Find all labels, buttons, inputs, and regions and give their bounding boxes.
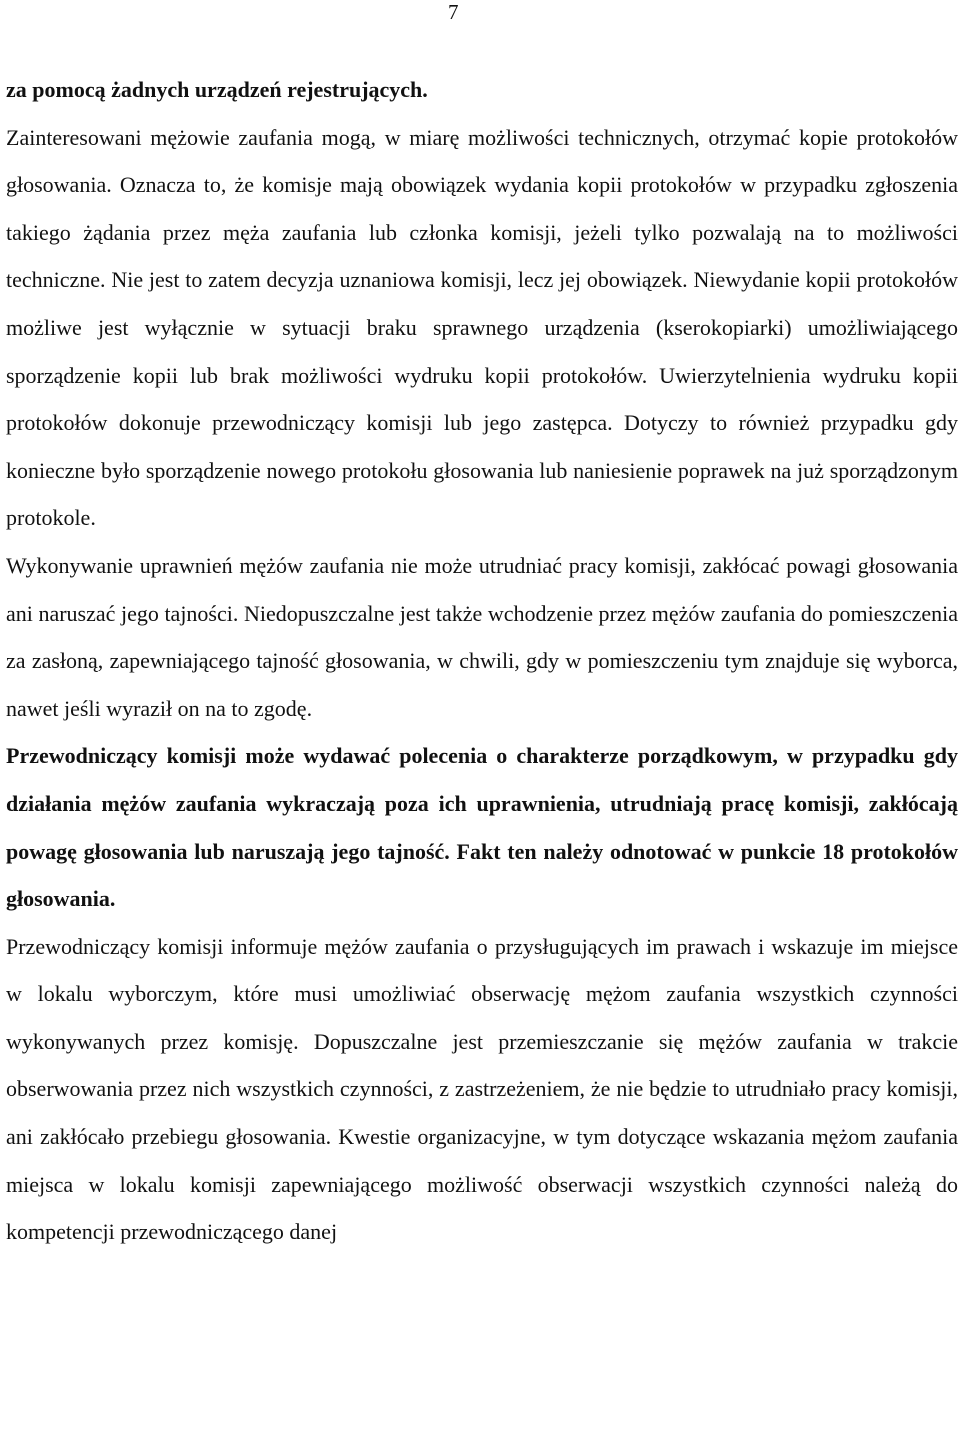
paragraph-3: Wykonywanie uprawnień mężów zaufania nie może utrudniać pracy komisji, zakłócać powagi głosowania ani naruszać jego tajności. Niedopuszczalne jest także wchodzenie przez mężów zaufania do pomieszczenia za zasłoną, zapewniającego tajność głosowania, w chwili, gdy w pomieszczeniu tym znajduje się wyborca, nawet jeśli wyraził on na to zgodę. bbox=[6, 552, 958, 721]
page-number: 7 bbox=[448, 0, 459, 24]
paragraph-2: Zainteresowani mężowie zaufania mogą, w miarę możliwości technicznych, otrzymać kopie protokołów głosowania. Oznacza to, że komisje mają obowiązek wydania kopii protokołów w przypadku zgłoszenia takiego żądania przez męża zaufania lub członka komisji, jeżeli tylko pozwalają na to możliwości techniczne. Nie jest to zatem decyzja uznaniowa komisji, lecz jej obowiązek. Niewydanie kopii protokołów możliwe jest wyłącznie w sytuacji braku sprawnego urządzenia (kserokopiarki) umożliwiającego sporządzenie kopii lub brak możliwości wydruku kopii protokołów. Uwierzytelnienia wydruku kopii protokołów dokonuje przewodniczący komisji lub jego zastępca. Dotyczy to również przypadku gdy konieczne było sporządzenie nowego protokołu głosowania lub naniesienie poprawek na już sporządzonym protokole. bbox=[6, 124, 958, 531]
paragraph-4: Przewodniczący komisji może wydawać polecenia o charakterze porządkowym, w przypadku gdy działania mężów zaufania wykraczają poza ich uprawnienia, utrudniają pracę komisji, zakłócają powagę głosowania lub naruszają jego tajność. Fakt ten należy odnotować w punkcie 18 protokołów głosowania. bbox=[6, 743, 958, 912]
document-body bbox=[6, 66, 958, 1256]
paragraph-1: za pomocą żadnych urządzeń rejestrujących. bbox=[6, 77, 428, 102]
paragraph-5: Przewodniczący komisji informuje mężów zaufania o przysługujących im prawach i wskazuje im miejsce w lokalu wyborczym, które musi umożliwiać obserwację mężom zaufania wszystkich czynności wykonywanych przez komisję. Dopuszczalne jest przemieszczanie się mężów zaufania w trakcie obserwowania przez nich wszystkich czynności, z zastrzeżeniem, że nie będzie to utrudniało pracy komisji, ani zakłócało przebiegu głosowania. Kwestie organizacyjne, w tym dotyczące wskazania mężom zaufania miejsca w lokalu komisji zapewniającego możliwość obserwacji wszystkich czynności należą do kompetencji przewodniczącego danej bbox=[6, 933, 958, 1245]
